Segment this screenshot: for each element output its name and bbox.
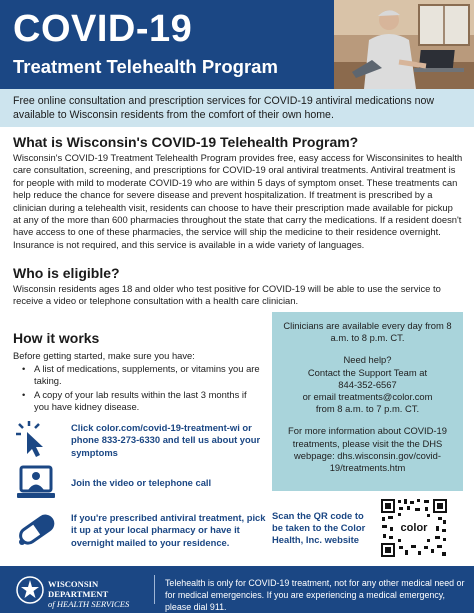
availability-text: Clinicians are available every day from 8 a.m. to 8 p.m. CT. [283, 320, 452, 344]
qr-code[interactable] [380, 498, 448, 558]
requirements-list [20, 363, 260, 415]
dept-name [48, 579, 148, 609]
footer-disclaimer: Telehealth is only for COVID-19 treatment, not for any other medical need or for medical emergencies. If you are experiencing a medical emergency, please dial 911. [165, 578, 465, 612]
support-phone[interactable]: 844-352-6567 [338, 378, 397, 390]
qr-caption: Scan the QR code to be taken to the Color Health, Inc. website [272, 510, 366, 545]
step-click-text: Click color.com/covid-19-treatment-wi or phone 833-273-6330 and tell us about your symptoms [71, 422, 261, 458]
dept-name-line1: WISCONSIN DEPARTMENT [48, 579, 109, 599]
what-heading: What is Wisconsin's COVID-19 Telehealth Program? [13, 134, 359, 150]
step-click [13, 420, 263, 460]
help-line: Contact the Support Team at [307, 366, 428, 378]
info-panel [272, 312, 463, 491]
header-banner [0, 0, 474, 89]
dept-name-line2: of HEALTH SERVICES [48, 599, 130, 609]
what-body: Wisconsin's COVID-19 Treatment Telehealth Program provides free, easy access for Wisconsinites to health care consultation, screening, and prescriptions for COVID-19 oral antiviral treatments. Antiviral treatment is for people with mild to moderate COVID-19 who are within 5 days of symptom onset. These treatments can help reduce the chance for severe disease and prevent hospitalization. If treatment is prescribed by a clinician during a telehealth visit, residents can choose to have their prescription made available for pickup at any of the more than 600 pharmacies throughout the state that carry the medications. If a resident doesn't have access to one of these pharmacies, the service will ship the medicine to their residence overnight. Insurance is not required, and this service is available in a wide variety of languages. [13, 152, 463, 250]
page-title: COVID-19 [13, 8, 193, 50]
eligible-heading: Who is eligible? [13, 265, 120, 281]
page-subtitle: Treatment Telehealth Program [13, 56, 278, 77]
color-logo-text: color [400, 522, 428, 534]
how-intro: Before getting started, make sure you have: [13, 350, 195, 361]
wisconsin-dhs-seal-icon [15, 575, 45, 605]
eligible-body: Wisconsin residents ages 18 and older who test positive for COVID-19 will be able to use the service to receive a video or telephone consultation with a health care clinician. [13, 283, 441, 307]
step-call-text: Join the video or telephone call [71, 477, 212, 488]
list-item: • A copy of your lab results within the last 3 months if you have kidney disease. [20, 389, 260, 414]
footer [0, 566, 474, 613]
step-pickup-text: If you're prescribed antiviral treatment, pick it up at your local pharmacy or have it overnight mailed to your residence. [71, 512, 266, 548]
step-call [13, 463, 263, 503]
video-call-icon [13, 463, 61, 503]
how-heading: How it works [13, 330, 100, 346]
more-info-text: For more information about COVID-19 treatments, please visit the the DHS webpage: dhs.wisconsin.gov/covid-19/treatments.htm [288, 425, 447, 474]
intro-banner: Free online consultation and prescription services for COVID-19 antiviral medications now available to Wisconsin residents from the comfort of their own home. [0, 89, 474, 127]
footer-divider [154, 575, 155, 604]
help-heading: Need help? [343, 354, 392, 366]
support-hours: from 8 a.m. to 7 p.m. CT. [315, 403, 420, 415]
cursor-click-icon [13, 420, 61, 460]
support-email[interactable]: or email treatments@color.com [302, 391, 433, 403]
pill-capsule-icon [13, 510, 61, 550]
list-item: • A list of medications, supplements, or vitamins you are taking. [20, 363, 260, 388]
header-photo [334, 0, 474, 89]
step-pickup [13, 510, 266, 550]
